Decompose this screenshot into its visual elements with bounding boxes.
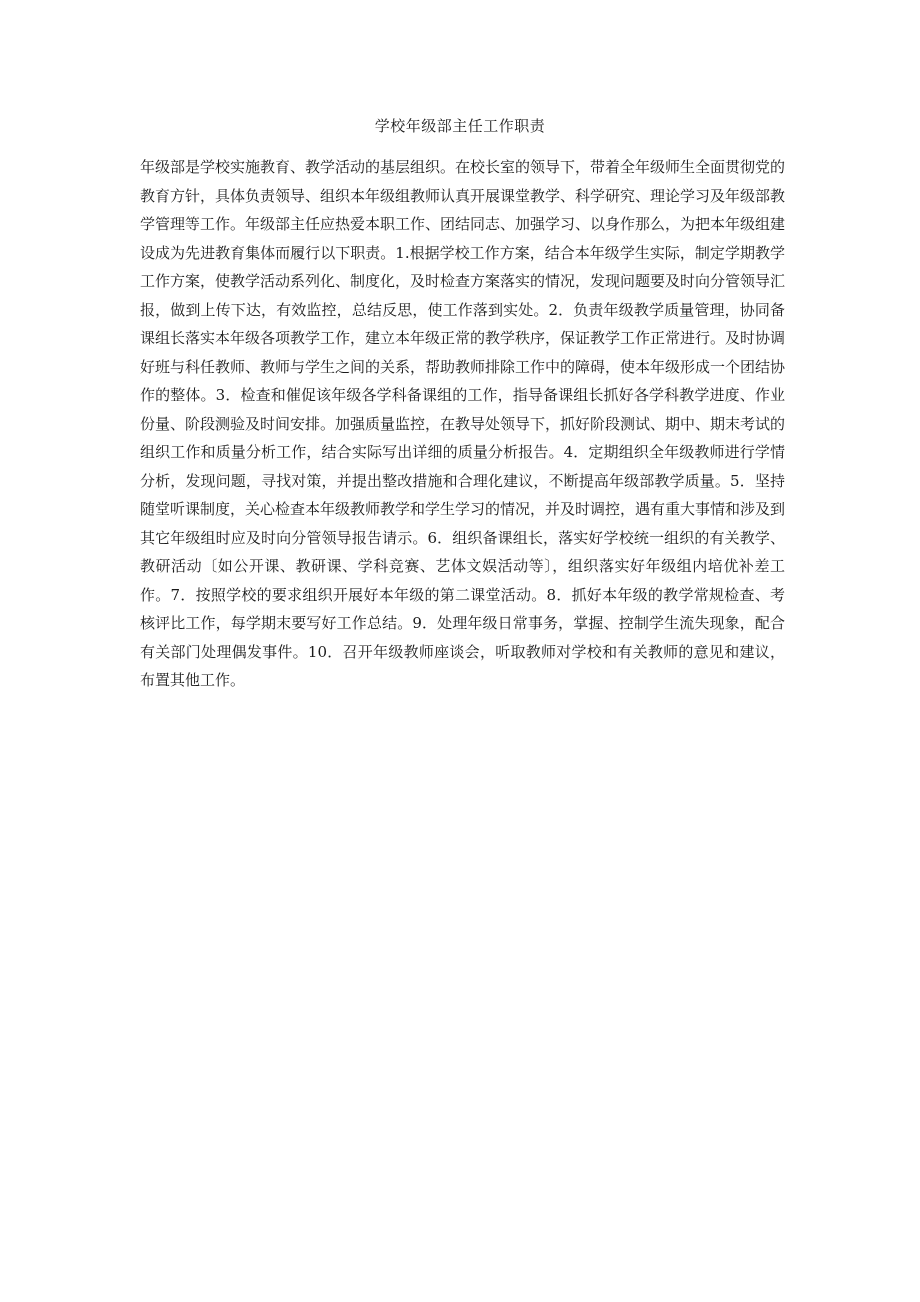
document-body-paragraph: 年级部是学校实施教育、教学活动的基层组织。在校长室的领导下，带着全年级师生全面贯彻党的教育方针，具体负责领导、组织本年级组教师认真开展课堂教学、科学研究、理论学习及年级部教学管理等工作。年级部主任应热爱本职工作、团结同志、加强学习、以身作那么，为把本年级组建设成为先进教育集体而履行以下职责。1.根据学校工作方案，结合本年级学生实际，制定学期教学工作方案，使教学活动系列化、制度化，及时检查方案落实的情况，发现问题要及时向分管领导汇报，做到上传下达，有效监控，总结反思，使工作落到实处。2．负责年级教学质量管理，协同备课组长落实本年级各项教学工作，建立本年级正常的教学秩序，保证教学工作正常进行。及时协调好班与科任教师、教师与学生之间的关系，帮助教师排除工作中的障碍，使本年级形成一个团结协作的整体。3．检查和催促该年级各学科备课组的工作，指导备课组长抓好各学科教学进度、作业份量、阶段测验及时间安排。加强质量监控，在教导处领导下，抓好阶段测试、期中、期末考试的组织工作和质量分析工作，结合实际写出详细的质量分析报告。4．定期组织全年级教师进行学情分析，发现问题，寻找对策，并提出整改措施和合理化建议，不断提高年级部教学质量。5．坚持随堂听课制度，关心检查本年级教师教学和学生学习的情况，并及时调控，遇有重大事情和涉及到其它年级组时应及时向分管领导报告请示。6．组织备课组长，落实好学校统一组织的有关教学、教研活动〔如公开课、教研课、学科竞赛、艺体文娱活动等〕，组织落实好年级组内培优补差工作。7．按照学校的要求组织开展好本年级的第二课堂活动。8．抓好本年级的教学常规检查、考核评比工作，每学期末要写好工作总结。9．处理年级日常事务，掌握、控制学生流失现象，配合有关部门处理偶发事件。10．召开年级教师座谈会，听取教师对学校和有关教师的意见和建议，布置其他工作。: [140, 158, 786, 689]
document-title: 学校年级部主任工作职责: [374, 117, 546, 135]
